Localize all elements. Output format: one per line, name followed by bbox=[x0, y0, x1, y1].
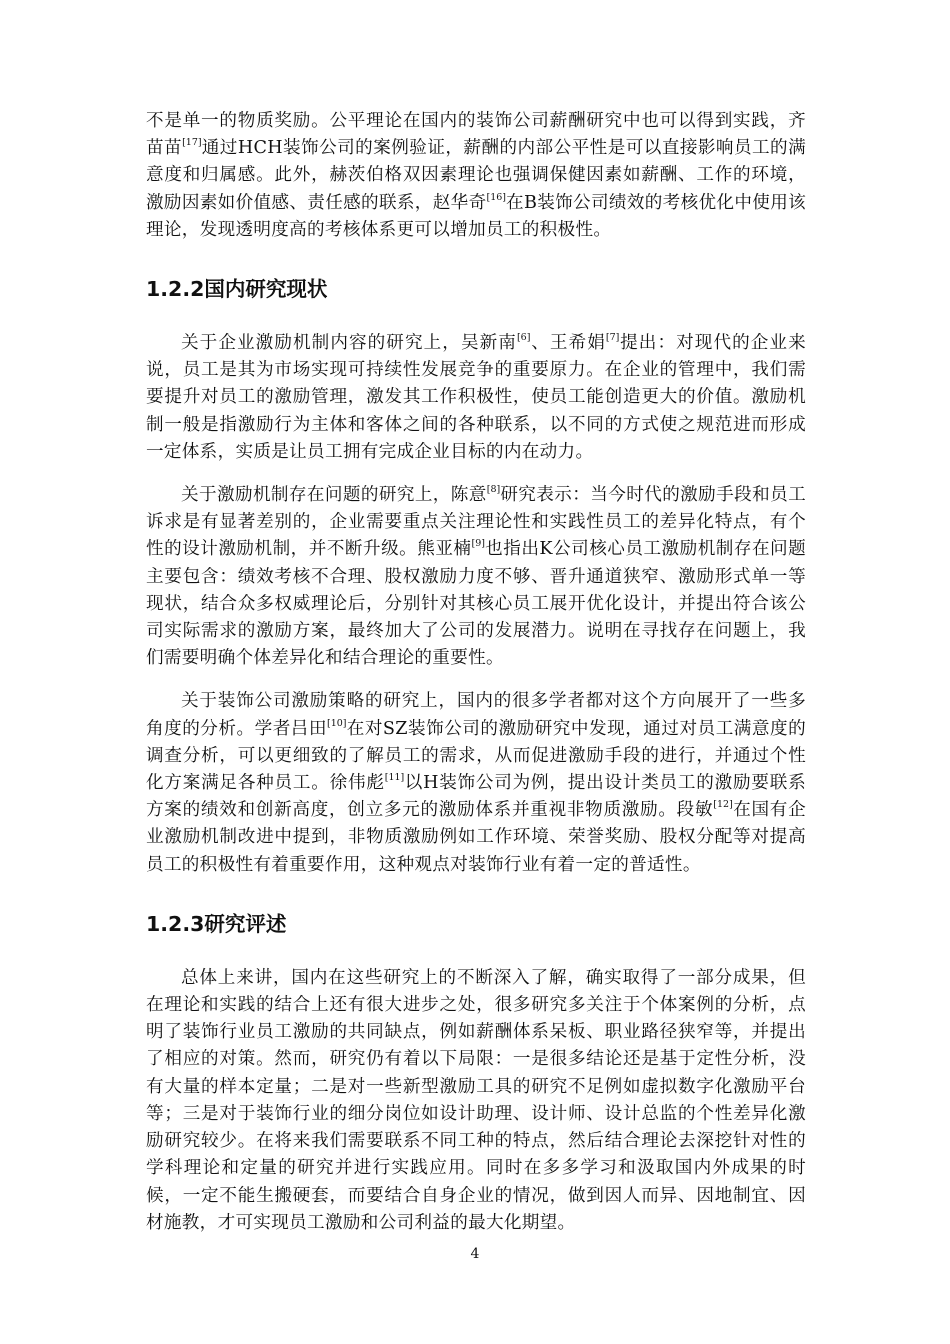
text-run: 通过HCH装饰公司的案例验证，薪酬的内部公平性是可以直接影响员工的满意度和归属感。此外，赫茨伯格双因素理论也强调保健因素如薪酬、工作的环境，激励因素如价值感、责任感的联系，赵华奇 bbox=[146, 138, 806, 213]
text-run: 也指出K公司核心员工激励机制存在问题主要包含：绩效考核不合理、股权激励力度不够、晋升通道狭窄、激励形式单一等现状，结合众多权威理论后，分别针对其核心员工展开优化设计，并提出符合该公司实际需求的激励方案，最终加大了公司的发展潜力。说明在寻找存在问题上，我们需要明确个体差异化和结合理论的重要性。 bbox=[146, 539, 807, 669]
text-run: 以H装饰公司为例，提出设计类员工的激励要联系方案的绩效和创新高度，创立多元的激励体系并重视非物质激励。段敏 bbox=[146, 773, 806, 821]
text-run: 不是单一的物质奖励。公平理论在国内的装饰公司薪酬研究中也可以得到实践，齐苗苗 bbox=[146, 111, 806, 159]
text-run: 关于企业激励机制内容的研究上，吴新南 bbox=[181, 333, 517, 354]
citation-ref: [17] bbox=[182, 137, 202, 149]
text-run: 关于装饰公司激励策略的研究上，国内的很多学者都对这个方向展开了一些多角度的分析。学者吕田 bbox=[146, 691, 806, 739]
citation-ref: [7] bbox=[605, 332, 620, 344]
paragraph-decoration-strategy bbox=[146, 688, 806, 878]
citation-ref: [10] bbox=[327, 717, 347, 729]
page-body bbox=[146, 108, 806, 1237]
paragraph-research-review bbox=[146, 965, 806, 1237]
text-run: 研究表示：当今时代的激励手段和员工诉求是有显著差别的，企业需要重点关注理论性和实践性员工的差异化特点，有个性的设计激励机制，并不断升级。熊亚楠 bbox=[146, 485, 806, 560]
text-run: 总体上来讲，国内在这些研究上的不断深入了解，确实取得了一部分成果，但在理论和实践的结合上还有很大进步之处，很多研究多关注于个体案例的分析，点明了装饰行业员工激励的共同缺点，例如薪酬体系呆板、职业路径狭窄等，并提出了相应的对策。然而，研究仍有着以下局限：一是很多结论还是基于定性分析，没有大量的样本定量；二是对一些新型激励工具的研究不足例如虚拟数字化激励平台等；三是对于装饰行业的细分岗位如设计助理、设计师、设计总监的个性差异化激励研究较少。在将来我们需要联系不同工种的特点，然后结合理论去深挖针对性的学科理论和定量的研究并进行实践应用。同时在多多学习和汲取国内外成果的时候，一定不能生搬硬套，而要结合自身企业的情况，做到因人而异、因地制宜、因材施教，才可实现员工激励和公司利益的最大化期望。 bbox=[146, 967, 806, 1233]
citation-ref: [16] bbox=[486, 191, 507, 203]
citation-ref: [12] bbox=[713, 799, 733, 811]
paragraph-continued bbox=[146, 108, 806, 244]
citation-ref: [9] bbox=[471, 538, 485, 550]
text-run: 提出：对现代的企业来说，员工是其为市场实现可持续性发展竞争的重要原力。在企业的管理中，我们需要提升对员工的激励管理，激发其工作积极性，使员工能创造更大的价值。激励机制一般是指激励行为主体和客体之间的各种联系，以不同的方式使之规范进而形成一定体系，实质是让员工拥有完成企业目标的内在动力。 bbox=[146, 333, 806, 462]
section-heading-1-2-3: 1.2.3研究评述 bbox=[146, 911, 287, 936]
paragraph-incentive-problems bbox=[146, 482, 806, 672]
citation-ref: [11] bbox=[384, 772, 405, 784]
text-run: 在对SZ装饰公司的激励研究中发现，通过对员工满意度的调查分析，可以更细致的了解员工的需求，从而促进激励手段的进行，并通过个性化方案满足各种员工。徐伟彪 bbox=[146, 718, 806, 794]
text-run: 在B装饰公司绩效的考核优化中使用该理论，发现透明度高的考核体系更可以增加员工的积极性。 bbox=[146, 192, 807, 240]
page-number: 4 bbox=[470, 1246, 480, 1262]
text-run: 、王希娟 bbox=[530, 333, 606, 354]
citation-ref: [6] bbox=[516, 332, 531, 344]
section-heading-1-2-2: 1.2.2国内研究现状 bbox=[146, 277, 328, 302]
text-run: 关于激励机制存在问题的研究上，陈意 bbox=[181, 485, 487, 506]
paragraph-incentive-content bbox=[146, 330, 806, 466]
text-run: 在国有企业激励机制改进中提到，非物质激励例如工作环境、荣誉奖励、股权分配等对提高员工的积极性有着重要作用，这种观点对装饰行业有着一定的普适性。 bbox=[146, 800, 806, 875]
citation-ref: [8] bbox=[486, 484, 501, 496]
